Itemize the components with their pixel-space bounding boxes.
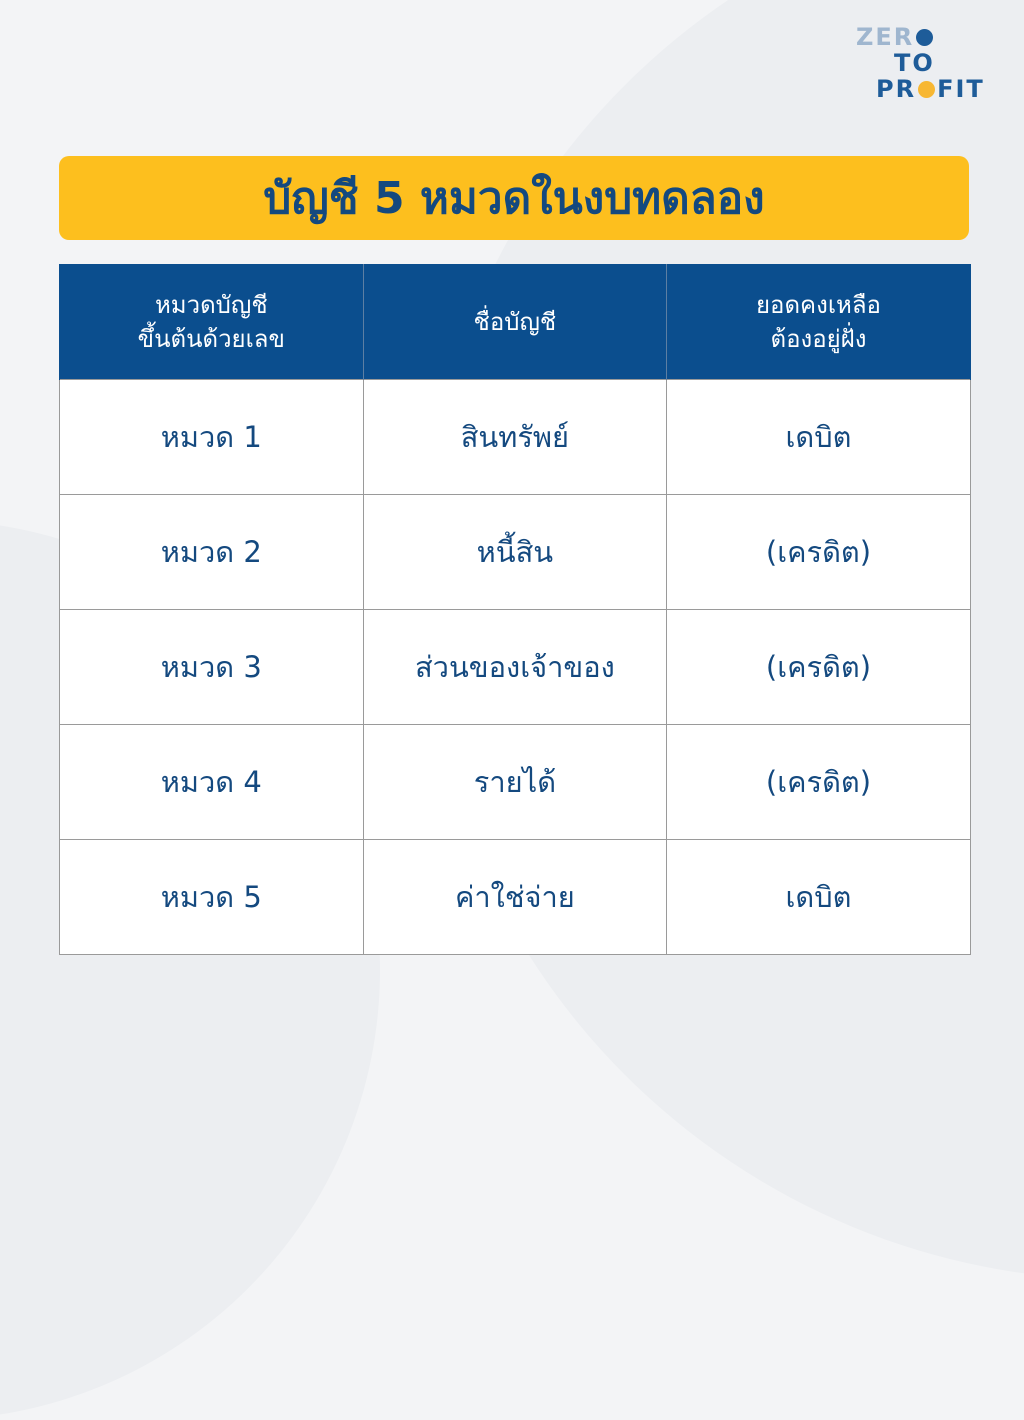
cell-category: หมวด 1 (60, 380, 364, 495)
cell-category: หมวด 5 (60, 840, 364, 955)
cell-category: หมวด 4 (60, 725, 364, 840)
logo-text-fit: FIT (937, 75, 985, 103)
cell-category: หมวด 2 (60, 495, 364, 610)
cell-balance-side: (เครดิต) (667, 495, 971, 610)
table-header-row (60, 264, 971, 380)
logo-dot-yellow-icon (918, 81, 935, 98)
logo-line-profit (876, 76, 985, 102)
table-row (60, 380, 971, 495)
logo-text-zer: ZER (856, 23, 915, 51)
cell-account-name: สินทรัพย์ (363, 380, 667, 495)
zero-to-profit-logo (854, 24, 1004, 104)
cell-account-name: หนี้สิน (363, 495, 667, 610)
logo-line-zero (856, 24, 935, 50)
cell-category: หมวด 3 (60, 610, 364, 725)
cell-account-name: รายได้ (363, 725, 667, 840)
cell-balance-side: (เครดิต) (667, 725, 971, 840)
accounts-table (59, 264, 971, 955)
header-balance-side (667, 264, 971, 380)
logo-dot-blue-icon (916, 29, 933, 46)
header-category (60, 264, 364, 380)
cell-balance-side: เดบิต (667, 380, 971, 495)
header-balance-side-line2: ต้องอยู่ฝั่ง (770, 324, 867, 353)
title-banner (59, 156, 969, 240)
table-row (60, 495, 971, 610)
header-category-line2: ขึ้นต้นด้วยเลข (137, 324, 285, 353)
logo-text-pr: PR (876, 75, 917, 103)
cell-balance-side: (เครดิต) (667, 610, 971, 725)
table-row (60, 610, 971, 725)
logo-line-to: TO (894, 49, 935, 77)
header-category-line1: หมวดบัญชี (154, 290, 268, 319)
cell-account-name: ค่าใช่จ่าย (363, 840, 667, 955)
table-row (60, 840, 971, 955)
header-account-name (363, 264, 667, 380)
cell-balance-side: เดบิต (667, 840, 971, 955)
header-balance-side-line1: ยอดคงเหลือ (755, 290, 881, 319)
page-title: บัญชี 5 หมวดในงบทดลอง (263, 173, 765, 224)
cell-account-name: ส่วนของเจ้าของ (363, 610, 667, 725)
header-account-name-line1: ชื่อบัญชี (473, 307, 557, 336)
table-row (60, 725, 971, 840)
